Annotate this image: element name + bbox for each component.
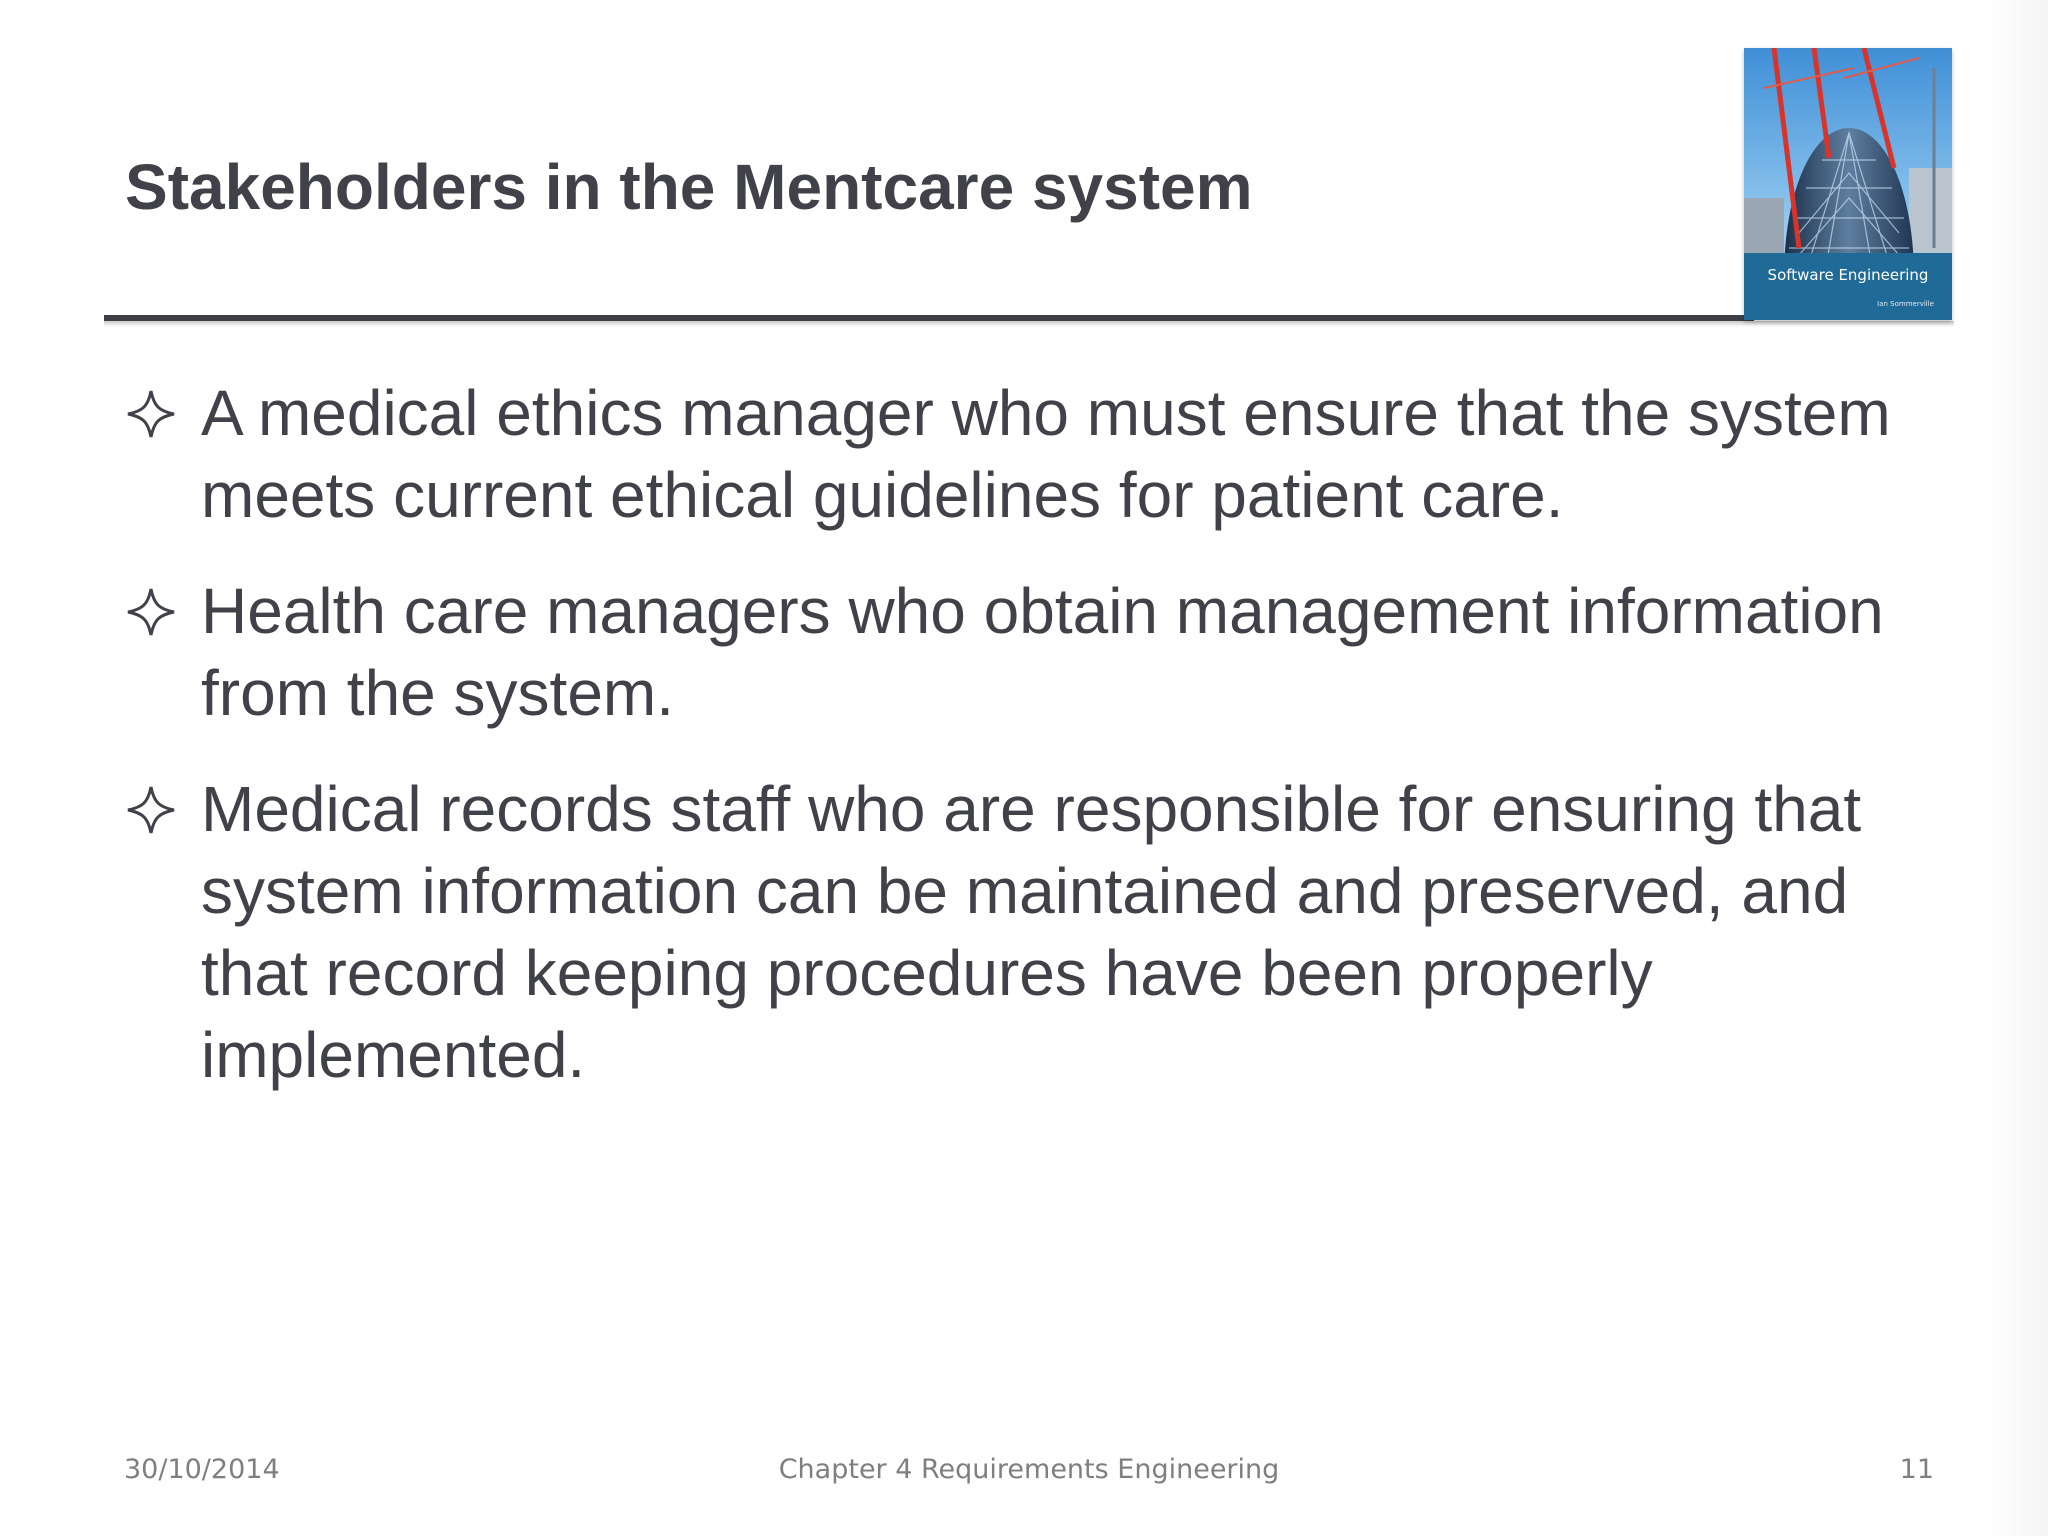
bullet-text: A medical ethics manager who must ensure that the system meets current ethical guidelines for patient care. [201,377,1891,531]
footer-date: 30/10/2014 [124,1454,280,1485]
slide-title: Stakeholders in the Mentcare system [125,151,1253,223]
title-rule [104,315,1754,321]
book-cover-image [1744,48,1952,320]
footer-chapter: Chapter 4 Requirements Engineering [778,1454,1280,1485]
slide-edge-shade [1988,0,2048,1536]
footer-page-number: 11 [1899,1454,1934,1485]
title-rule-shadow [104,321,1954,327]
bullet-item [125,768,1925,1096]
book-cover-title: Software Engineering [1767,266,1929,284]
bullet-item [125,372,1925,536]
bullet-text: Medical records staff who are responsible for ensuring that system information can be maintained and preserved, and that record keeping procedures have been properly implemented. [201,773,1862,1091]
bullet-item [125,570,1925,734]
star-outline-icon [125,570,201,643]
bullet-list [125,372,1925,1130]
book-cover-author: Ian Sommerville [1877,300,1934,308]
bullet-text: Health care managers who obtain management information from the system. [201,575,1884,729]
star-outline-icon [125,768,201,841]
star-outline-icon [125,372,201,445]
